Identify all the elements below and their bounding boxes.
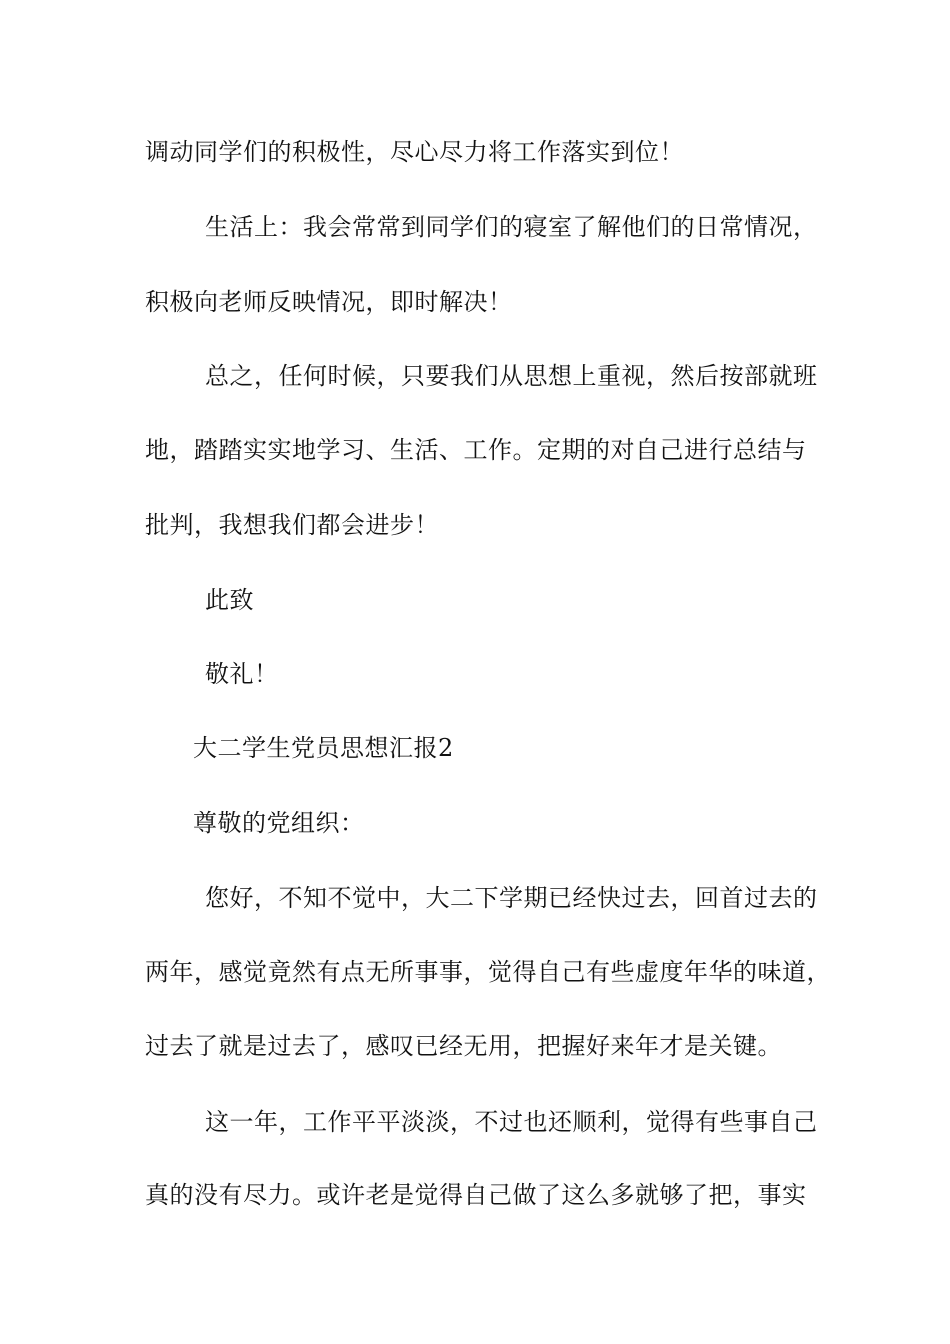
- text-line: 总之，任何时候，只要我们从思想上重视，然后按部就班: [205, 362, 818, 390]
- text-line: 批判，我想我们都会进步！: [145, 511, 439, 539]
- closing-line: 此致: [205, 586, 254, 614]
- text-line: 两年，感觉竟然有点无所事事，觉得自己有些虚度年华的味道，: [145, 958, 831, 986]
- text-line: 地，踏踏实实地学习、生活、工作。定期的对自己进行总结与: [145, 436, 807, 464]
- text-line: 这一年，工作平平淡淡，不过也还顺利，觉得有些事自己: [205, 1108, 818, 1136]
- text-line: 积极向老师反映情况，即时解决！: [145, 288, 513, 316]
- text-line: 真的没有尽力。或许老是觉得自己做了这么多就够了把，事实: [145, 1181, 807, 1209]
- text-line: 生活上：我会常常到同学们的寝室了解他们的日常情况，: [205, 213, 818, 241]
- text-line: 调动同学们的积极性，尽心尽力将工作落实到位！: [145, 138, 684, 166]
- closing-line: 敬礼！: [205, 660, 279, 688]
- section-heading: 大二学生党员思想汇报2: [193, 734, 454, 762]
- salutation: 尊敬的党组织：: [193, 809, 365, 837]
- text-line: 过去了就是过去了，感叹已经无用，把握好来年才是关键。: [145, 1032, 782, 1060]
- text-line: 您好，不知不觉中，大二下学期已经快过去，回首过去的: [205, 884, 818, 912]
